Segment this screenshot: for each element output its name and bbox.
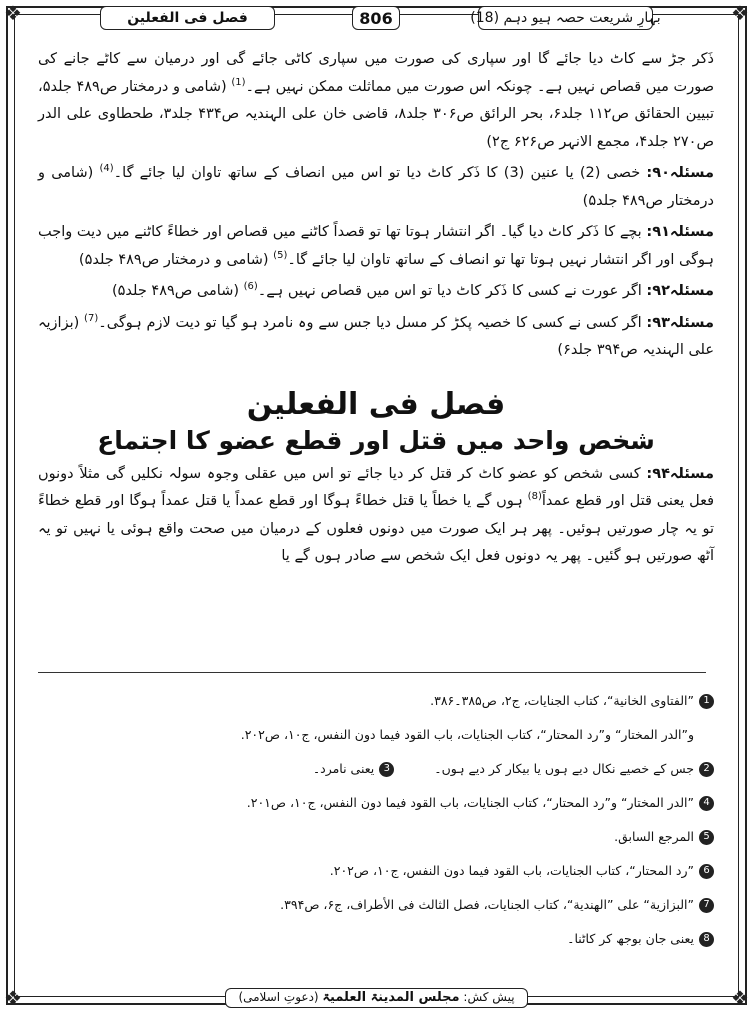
footnote-text: ”رد المحتار“، کتاب الجنایات، باب القود فیما دون النفس، ج۱۰، ص۲۰۲. — [329, 863, 694, 878]
paragraph-citation: (شامی ص۴۸۹ جلد۵) — [111, 283, 244, 299]
footnote-ref[interactable]: (1) — [231, 76, 246, 88]
footnote-text: و”الدر المختار“ و”رد المحتار“، کتاب الجنایات، باب القود فیما دون النفس، ج۱۰، ص۲۰۲. — [240, 727, 694, 742]
footnote-text: ”الدر المختار“ و”رد المحتار“، کتاب الجنایات، باب القود فیما دون النفس، ج۱۰، ص۲۰۱. — [246, 795, 694, 810]
footnote-ref[interactable]: (4) — [99, 163, 114, 175]
footnote-text: جس کے خصیے نکال دیے ہوں یا بیکار کر دیے ہوں۔ — [434, 761, 694, 776]
publisher-credit — [225, 988, 527, 1008]
corner-ornament-icon: ❖ — [4, 986, 22, 1010]
footnote-number-badge: 4 — [699, 796, 714, 811]
footnote-ref[interactable]: (7) — [84, 312, 99, 324]
footnote-item — [38, 922, 714, 956]
footnote-item — [38, 888, 714, 922]
footnote-text: یعنی جان بوجھ کر کاٹنا۔ — [567, 931, 694, 946]
corner-ornament-icon: ❖ — [731, 1, 749, 25]
paragraph-citation: (بزازیہ علی الہندیہ ص۳۹۴ جلد۶) — [38, 314, 714, 358]
footnote-text: ”الفتاوی الخانیة“، کتاب الجنایات، ج۲، ص۳۸۵۔۳۸۶. — [430, 693, 694, 708]
footnote-text: المرجع السابق. — [614, 829, 694, 844]
paragraph-text: خصی (2) یا عنین (3) کا ذَکر کاٹ دیا تو اس میں انصاف کے ساتھ تاوان لیا جائے گا۔ — [113, 165, 647, 181]
page-footer — [0, 988, 753, 1008]
masala-label: مسئلہ۹۴: — [646, 465, 714, 482]
footnote-ref[interactable]: (5) — [273, 249, 288, 261]
book-title: بہارِ شریعت حصہ ہیو دہم (18) — [478, 6, 653, 30]
footnote-item — [38, 820, 714, 854]
publisher-name: مجلس المدینۃ العلمیۃ — [322, 990, 460, 1005]
paragraph-text: اگر کسی نے کسی کا خصیہ پکڑ کر مسل دیا جس سے وہ نامرد ہو گیا تو دیت لازم ہوگی۔ — [98, 314, 647, 331]
paragraph-citation: (شامی و درمختار ص۴۸۹ جلد۵، تبیین الحقائق ص۱۱۲ جلد۶، بحر الرائق ص۳۰۶ جلد۸، قاضی خان علی الہندیہ ص۴۳۴ جلد۳، طحطاوی علی الدر ص۲۷۰ جلد۴، مجمع الانہر ص۶۲۶ ج۲) — [38, 78, 715, 150]
paragraph — [38, 310, 714, 365]
chapter-title: فصل فی الفعلین — [100, 6, 275, 30]
page-body — [38, 46, 714, 575]
masala-label: مسئلہ۹۳: — [646, 314, 714, 331]
paragraph — [38, 46, 714, 156]
paragraph-text: ذَکر جڑ سے کاٹ دیا جائے گا اور سپاری کی صورت میں سپاری کاٹی جائے گی اور درمیان سے کاٹے جانے کی صورت میں قصاص نہیں ہے۔ چونکہ اس صورت میں مماثلت ممکن نہیں ہے۔ — [38, 51, 715, 95]
corner-ornament-icon: ❖ — [4, 1, 22, 25]
paragraph — [38, 461, 714, 571]
paragraph-text: بچے کا ذَکر کاٹ دیا گیا۔ اگر انتشار ہوتا تھا تو قصداً کاٹنے میں قصاص اور خطاءً کاٹنے میں دیت واجب ہوگی اور اگر انتشار نہیں ہوتا تھا تو انصاف کے ساتھ تاوان لیا جائے گا۔ — [38, 224, 714, 268]
footnote-number-badge: 8 — [699, 932, 714, 947]
footer-prefix: پیش کش: — [463, 990, 515, 1004]
footnote-number-badge: 7 — [699, 898, 714, 913]
paragraph-text: ہوں گے یا خطاً یا قتل خطاءً ہوگا اور قطع عمداً یا قتل عمداً ہوگا اور قطع خطاءً تو یہ چار صورتیں ہوئیں۔ پھر ہر ایک صورت میں دونوں فعلوں کے درمیان میں صحت واقع ہوئی یا نہیں تو یہ آٹھ صورتیں ہو گئیں۔ پھر یہ دونوں فعل ایک شخص سے صادر ہوں گے یا — [38, 493, 714, 564]
footnote-item — [38, 786, 714, 820]
footnote-item — [38, 752, 714, 786]
publisher-org: (دعوتِ اسلامی) — [238, 990, 319, 1004]
section-title: فصل فی الفعلین — [246, 386, 506, 422]
footnote-number-badge: 5 — [699, 830, 714, 845]
footnote-number-badge: 6 — [699, 864, 714, 879]
masala-label: مسئلہ۹۱: — [646, 224, 714, 240]
footnote-separator — [38, 672, 706, 673]
paragraph-text: اگر عورت نے کسی کا ذَکر کاٹ دیا تو اس میں قصاص نہیں ہے۔ — [257, 283, 647, 299]
paragraph-citation: (شامی و درمختار ص۴۸۹ جلد۵) — [78, 251, 274, 268]
corner-ornament-icon: ❖ — [731, 986, 749, 1010]
page-header — [0, 1, 753, 34]
footnote-item — [38, 718, 714, 752]
masala-label: مسئلہ۹۰: — [646, 165, 714, 181]
footnote-ref[interactable]: (8) — [527, 491, 542, 503]
paragraph — [38, 278, 714, 306]
section-subtitle: شخص واحد میں قتل اور قطع عضو کا اجتماع — [97, 425, 655, 455]
footnote-item — [38, 684, 714, 718]
footnote-text: ”البزازیة“ علی ”الھندیة“، کتاب الجنایات، فصل الثالث فی الأطراف، ج۶، ص۳۹۴. — [280, 897, 694, 912]
footnote-text: یعنی نامرد۔ — [312, 761, 375, 776]
paragraph-citation: (شامی و درمختار ص۴۸۹ جلد۵) — [38, 165, 714, 209]
paragraph-text: کسی شخص کو عضو کاٹ کر قتل کر دیا جائے تو اس میں عقلی وجوہ سولہ نکلیں گی مثلاً دونوں فعل یعنی قتل اور قطع عمداً — [38, 465, 714, 509]
footnote-ref[interactable]: (6) — [243, 281, 258, 293]
page-number: 806 — [352, 6, 400, 30]
footnote-entry — [313, 761, 394, 777]
footnotes — [38, 684, 714, 956]
footnote-number-badge: 2 — [699, 762, 714, 777]
paragraph — [38, 219, 714, 274]
footnote-entry — [434, 761, 714, 777]
footnote-number-badge: 3 — [379, 762, 394, 777]
paragraph — [38, 160, 714, 215]
masala-label: مسئلہ۹۲: — [646, 283, 714, 299]
footnote-number-badge: 1 — [699, 694, 714, 709]
footnote-item — [38, 854, 714, 888]
